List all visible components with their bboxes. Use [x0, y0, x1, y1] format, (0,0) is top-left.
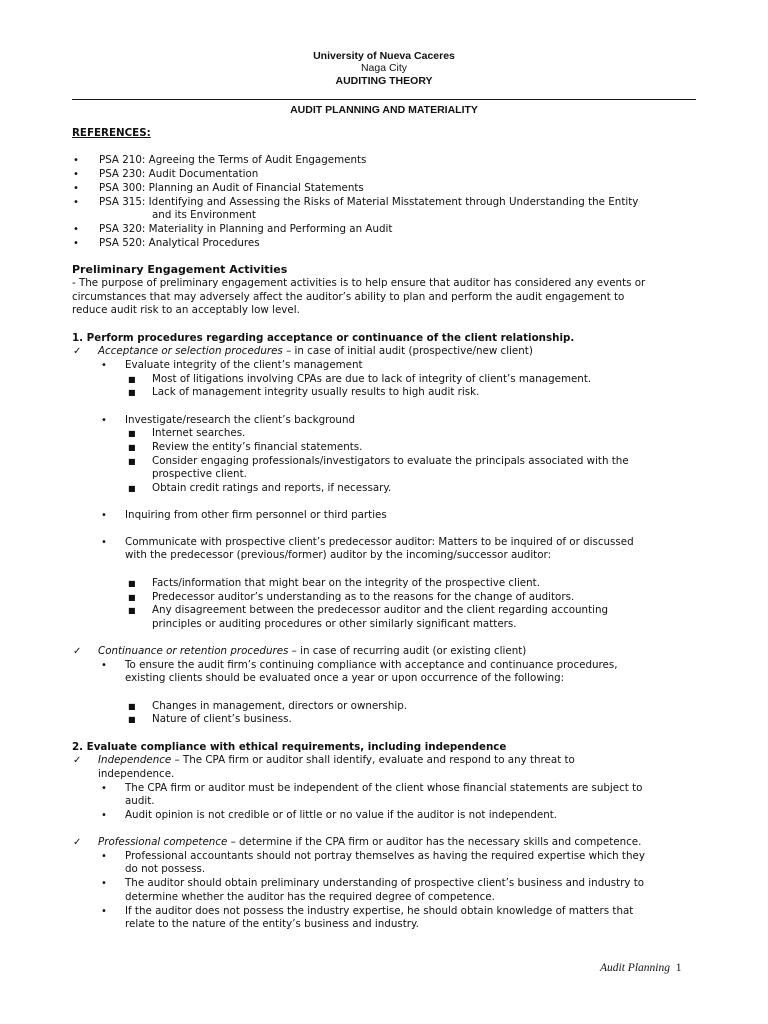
square-bullet-glyph: ■	[128, 484, 136, 493]
communicate-subitem: Any disagreement between the predecessor auditor and the client regarding accounting	[152, 604, 609, 616]
competence-subitem-continuation: determine whether the auditor has the required degree of competence.	[125, 891, 495, 903]
bullet-glyph: •	[101, 415, 107, 426]
square-bullet-glyph: ■	[128, 606, 136, 615]
ensure-item-line: existing clients should be evaluated once a year or upon occurrence of the following:	[125, 672, 565, 684]
checkmark-icon: ✓	[73, 837, 82, 848]
integrity-subitem: Lack of management integrity usually results to high audit risk.	[152, 386, 480, 398]
investigate-item: Investigate/research the client’s background	[125, 414, 356, 426]
integrity-subitem: Most of litigations involving CPAs are due to lack of integrity of client’s management.	[152, 373, 592, 385]
bullet-glyph: •	[101, 783, 107, 794]
competence-subitem-continuation: do not possess.	[125, 863, 206, 875]
square-bullet-glyph: ■	[128, 702, 136, 711]
bullet-glyph: •	[101, 660, 107, 671]
bullet-glyph: •	[73, 183, 79, 194]
communicate-subitem-continuation: principles or auditing procedures or other similarly significant matters.	[152, 618, 517, 630]
continuance-procedures-line	[98, 645, 726, 659]
square-bullet-glyph: ■	[128, 375, 136, 384]
preliminary-paragraph-line: reduce audit risk to an acceptably low level.	[72, 304, 300, 316]
bullet-glyph: •	[101, 537, 107, 548]
bullet-glyph: •	[73, 197, 79, 208]
acceptance-procedures-line	[98, 345, 726, 359]
checkmark-icon: ✓	[73, 646, 82, 657]
page-number: 1	[675, 962, 682, 974]
bullet-glyph: •	[101, 906, 107, 917]
ensure-subitem: Changes in management, directors or ownership.	[152, 700, 408, 712]
square-bullet-glyph: ■	[128, 593, 136, 602]
competence-subitem: If the auditor does not possess the industry expertise, he should obtain knowledge of matters that	[125, 905, 634, 917]
integrity-item: Evaluate integrity of the client’s management	[125, 359, 363, 371]
square-bullet-glyph: ■	[128, 429, 136, 438]
investigate-subitem: Internet searches.	[152, 427, 246, 439]
investigate-subitem: Review the entity’s financial statements.	[152, 441, 363, 453]
acceptance-rest: – in case of initial audit (prospective/new client)	[282, 345, 533, 357]
investigate-subitem-continuation: prospective client.	[152, 468, 247, 480]
bullet-glyph: •	[73, 169, 79, 180]
page-footer	[600, 962, 681, 974]
competence-rest: – determine if the CPA firm or auditor has the necessary skills and competence.	[227, 836, 642, 848]
square-bullet-glyph: ■	[128, 579, 136, 588]
square-bullet-glyph: ■	[128, 443, 136, 452]
reference-item: PSA 315: Identifying and Assessing the Risks of Material Misstatement through Understanding the Entity	[99, 196, 639, 208]
bullet-glyph: •	[101, 810, 107, 821]
investigate-subitem: Obtain credit ratings and reports, if necessary.	[152, 482, 392, 494]
reference-item: PSA 230: Audit Documentation	[99, 168, 259, 180]
reference-item: PSA 320: Materiality in Planning and Performing an Audit	[99, 223, 393, 235]
preliminary-paragraph-line: circumstances that may adversely affect the auditor’s ability to plan and perform the audit engagement to	[72, 291, 625, 303]
independence-subitem: Audit opinion is not credible or of little or no value if the auditor is not independent.	[125, 809, 558, 821]
bullet-glyph: •	[101, 878, 107, 889]
communicate-item-line: with the predecessor (previous/former) auditor by the incoming/successor auditor:	[125, 549, 552, 561]
independence-continuation: independence.	[98, 768, 175, 780]
competence-subitem-continuation: relate to the nature of the entity’s business and industry.	[125, 918, 419, 930]
continuance-rest: – in case of recurring audit (or existing client)	[288, 645, 527, 657]
preliminary-paragraph-line: - The purpose of preliminary engagement activities is to help ensure that auditor has considered any events or	[72, 277, 646, 289]
competence-line	[98, 836, 726, 850]
independence-term: Independence	[98, 754, 172, 766]
bullet-glyph: •	[73, 238, 79, 249]
communicate-item-line: Communicate with prospective client’s predecessor auditor: Matters to be inquired of or discussed	[125, 536, 634, 548]
independence-subitem-continuation: audit.	[125, 795, 155, 807]
competence-subitem: The auditor should obtain preliminary understanding of prospective client’s business and industry to	[125, 877, 645, 889]
header-divider	[72, 99, 696, 100]
continuance-term: Continuance or retention procedures	[98, 645, 289, 657]
bullet-glyph: •	[101, 510, 107, 521]
checkmark-icon: ✓	[73, 346, 82, 357]
subject-title: AUDITING THEORY	[335, 75, 433, 87]
bullet-glyph: •	[73, 155, 79, 166]
square-bullet-glyph: ■	[128, 388, 136, 397]
bullet-glyph: •	[101, 360, 107, 371]
acceptance-term: Acceptance or selection procedures	[98, 345, 283, 357]
bullet-glyph: •	[101, 851, 107, 862]
competence-subitem: Professional accountants should not portray themselves as having the required expertise which they	[125, 850, 645, 862]
topic-title: AUDIT PLANNING AND MATERIALITY	[290, 104, 478, 116]
communicate-subitem: Facts/information that might bear on the integrity of the prospective client.	[152, 577, 540, 589]
checkmark-icon: ✓	[73, 755, 82, 766]
reference-item: PSA 300: Planning an Audit of Financial Statements	[99, 182, 364, 194]
references-heading: REFERENCES:	[72, 127, 151, 139]
reference-item-continuation: and its Environment	[152, 209, 256, 221]
square-bullet-glyph: ■	[128, 457, 136, 466]
independence-subitem: The CPA firm or auditor must be independent of the client whose financial statements are subject to	[125, 782, 643, 794]
competence-term: Professional competence	[98, 836, 228, 848]
independence-line	[98, 754, 726, 768]
section2-heading: 2. Evaluate compliance with ethical requirements, including independence	[72, 741, 507, 753]
reference-item: PSA 210: Agreeing the Terms of Audit Engagements	[99, 154, 367, 166]
investigate-subitem: Consider engaging professionals/investigators to evaluate the principals associated with the	[152, 455, 629, 467]
bullet-glyph: •	[73, 224, 79, 235]
city-name: Naga City	[360, 62, 408, 74]
independence-rest: – The CPA firm or auditor shall identify, evaluate and respond to any threat to	[171, 754, 575, 766]
square-bullet-glyph: ■	[128, 715, 136, 724]
reference-item: PSA 520: Analytical Procedures	[99, 237, 260, 249]
ensure-subitem: Nature of client’s business.	[152, 713, 292, 725]
ensure-item-line: To ensure the audit firm’s continuing compliance with acceptance and continuance procedures,	[125, 659, 618, 671]
section1-heading: 1. Perform procedures regarding acceptance or continuance of the client relationship.	[72, 332, 575, 344]
communicate-subitem: Predecessor auditor’s understanding as to the reasons for the change of auditors.	[152, 591, 575, 603]
footer-label: Audit Planning	[600, 962, 670, 974]
university-name: University of Nueva Caceres	[313, 50, 455, 62]
inquiring-item: Inquiring from other firm personnel or third parties	[125, 509, 387, 521]
preliminary-heading: Preliminary Engagement Activities	[72, 263, 288, 276]
